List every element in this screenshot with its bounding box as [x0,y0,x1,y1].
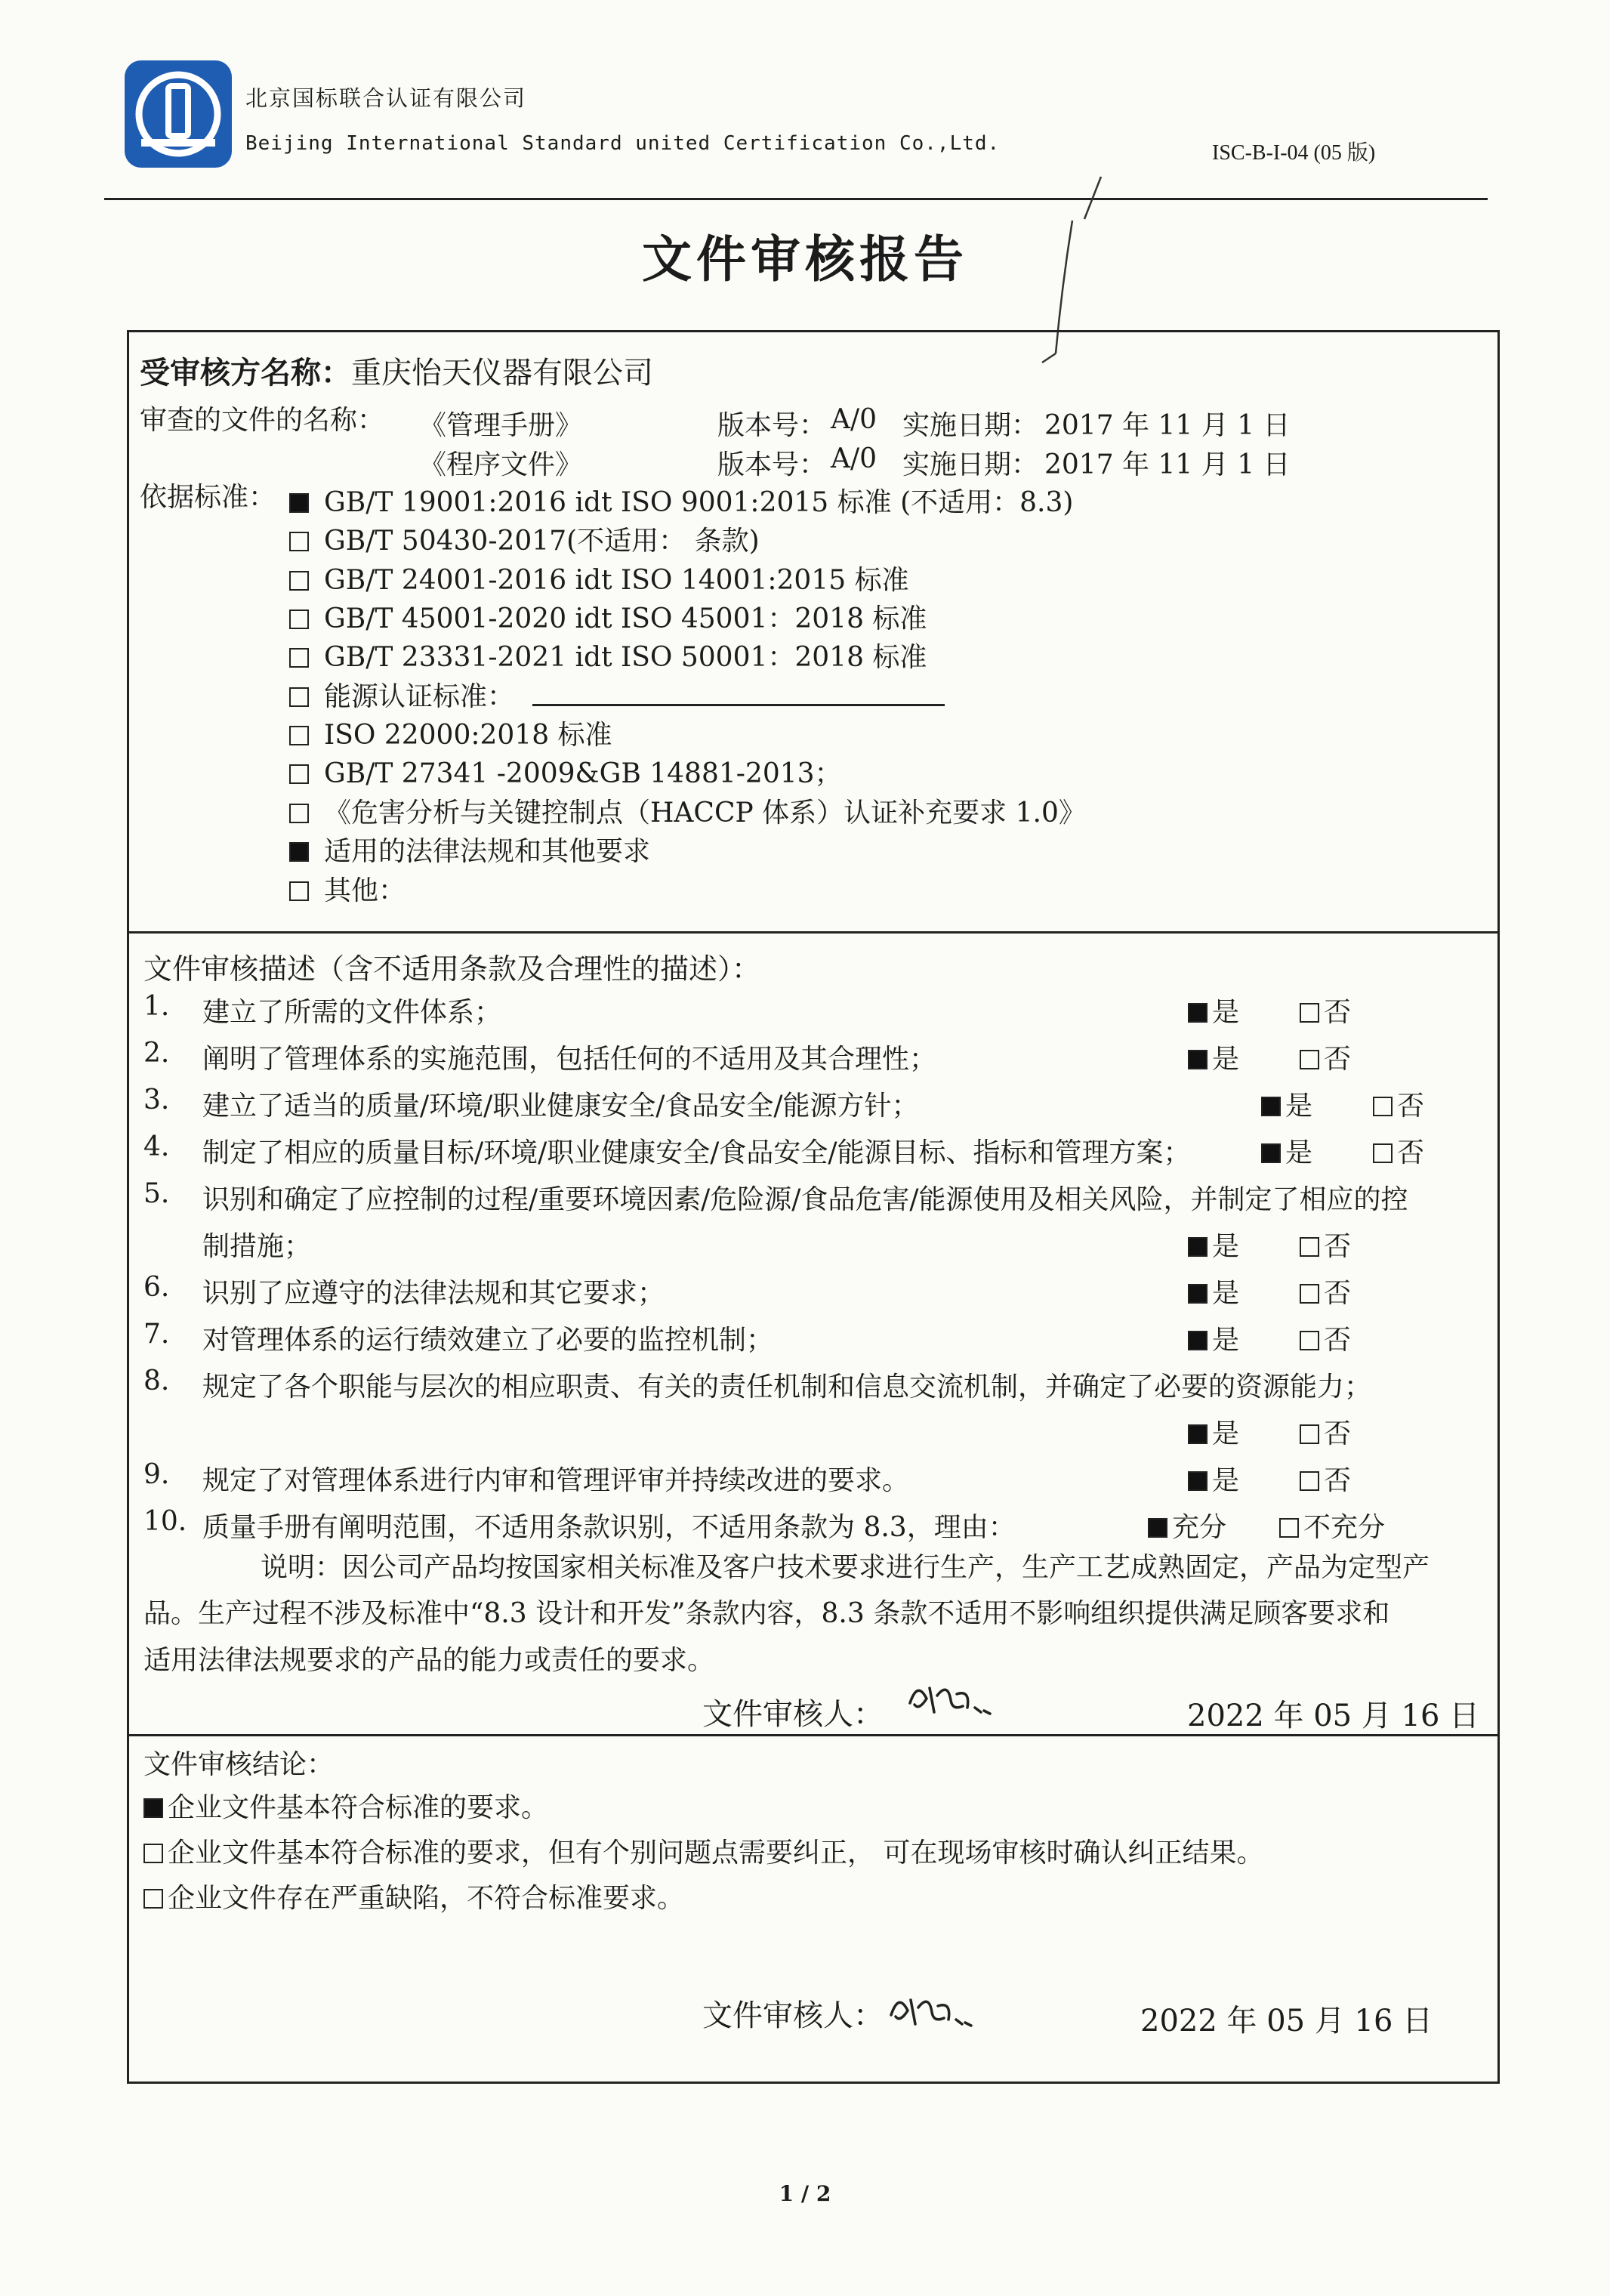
yes-label: 是 [1212,1325,1240,1356]
item-text: 识别了应遵守的法律法规和其它要求； [202,1278,665,1309]
version-value: A/0 [831,443,877,474]
date-value: 2017 年 11 月 1 日 [1044,410,1291,441]
item-number: 6. [143,1272,170,1303]
yes-no-options [1188,1225,1351,1264]
no-label: 否 [1397,1091,1425,1122]
yes-label: 是 [1212,1418,1240,1449]
item-number: 4. [143,1131,170,1162]
item-text: 建立了所需的文件体系； [202,997,502,1028]
checked-box[interactable] [289,842,309,862]
note-line-3: 适用法律法规要求的产品的能力或责任的要求。 [143,1645,715,1676]
yes-label: 是 [1212,1465,1240,1496]
audited-name: 重庆怡天仪器有限公司 [351,356,653,390]
unchecked-box[interactable] [289,609,309,629]
unchecked-box[interactable] [289,532,309,551]
standard-item [289,830,650,869]
conclusion-option [143,1877,684,1915]
item-number: 3. [143,1085,170,1116]
reviewer-label: 文件审核人： [702,1998,884,2033]
checked-box[interactable] [1188,1050,1208,1069]
date-value: 2017 年 11 月 1 日 [1044,449,1291,480]
unchecked-box[interactable] [1300,1424,1319,1444]
item-text: 制定了相应的质量目标/环境/职业健康安全/食品安全/能源目标、指标和管理方案； [202,1137,1191,1168]
standard-item [289,481,1073,520]
checked-box[interactable] [1188,1424,1208,1444]
conclusion-text: 企业文件存在严重缺陷，不符合标准要求。 [168,1883,685,1914]
item-number: 8. [143,1366,170,1396]
checked-box[interactable] [1188,1471,1208,1491]
unchecked-box[interactable] [289,804,309,823]
standard-text: 其他： [324,875,406,906]
reviewer-signature [884,1985,997,2038]
description-heading: 文件审核描述（含不适用条款及合理性的描述）： [143,952,761,986]
unchecked-box[interactable] [143,1889,163,1909]
item-number: 10. [143,1506,187,1537]
standard-text: 《危害分析与关键控制点（HACCP 体系）认证补充要求 1.0》 [324,798,1086,829]
section-divider-1 [127,931,1500,934]
unchecked-box[interactable] [1373,1097,1393,1116]
yes-label: 是 [1212,997,1240,1028]
yes-no-options [1261,1131,1424,1170]
company-name-cn: 北京国标联合认证有限公司 [245,85,527,111]
unchecked-box[interactable] [289,764,309,784]
standard-item [289,752,842,791]
unchecked-box[interactable] [289,726,309,745]
unchecked-box[interactable] [1300,1471,1319,1491]
standard-text: ISO 22000:2018 标准 [324,720,612,751]
checked-box[interactable] [1261,1143,1281,1163]
unchecked-box[interactable] [1279,1518,1299,1538]
standard-item [289,869,406,908]
document-name: 《程序文件》 [419,449,583,480]
item-text: 对管理体系的运行绩效建立了必要的监控机制； [202,1325,774,1356]
no-label: 否 [1324,1044,1352,1075]
no-label: 否 [1324,1418,1352,1449]
checked-box[interactable] [1148,1518,1167,1538]
item-text: 质量手册有阐明范围，不适用条款识别，不适用条款为 8.3，理由： [202,1512,1016,1543]
standard-text: 能源认证标准： [324,681,515,712]
standard-text: GB/T 45001-2020 idt ISO 45001：2018 标准 [324,603,927,634]
note-line-2: 品。生产过程不涉及标准中“8.3 设计和开发”条款内容，8.3 条款不适用不影响组织提供满足顾客要求和 [143,1598,1390,1629]
checked-box[interactable] [1188,1284,1208,1304]
yes-label: 是 [1285,1091,1313,1122]
standard-item [289,714,612,752]
checked-box[interactable] [1261,1097,1281,1116]
conclusion-option [143,1832,1263,1870]
no-label: 否 [1324,1278,1352,1309]
company-name-en: Beijing International Standard united Certification Co.,Ltd. [245,132,1001,155]
unchecked-box[interactable] [1373,1143,1393,1163]
no-label: 否 [1324,1465,1352,1496]
unchecked-box[interactable] [289,571,309,591]
no-label: 否 [1324,1325,1352,1356]
standard-text: GB/T 27341 -2009&GB 14881-2013； [324,758,842,789]
unchecked-box[interactable] [1300,1003,1319,1023]
yes-no-options [1188,1412,1351,1451]
documents-label: 审查的文件的名称： [140,405,385,436]
unchecked-box[interactable] [289,648,309,668]
insufficient-label: 不充分 [1303,1512,1386,1543]
item-number: 5. [143,1178,170,1209]
yes-no-options [1188,991,1351,1029]
unchecked-box[interactable] [143,1844,163,1863]
item-text-continued: 制措施； [202,1231,312,1262]
standard-text: GB/T 23331-2021 idt ISO 50001：2018 标准 [324,642,927,673]
unchecked-box[interactable] [1300,1284,1319,1304]
item-text: 规定了对管理体系进行内审和管理评审并持续改进的要求。 [202,1465,910,1496]
unchecked-box[interactable] [289,881,309,901]
item-text: 建立了适当的质量/环境/职业健康安全/食品安全/能源方针； [202,1091,919,1122]
checked-box[interactable] [289,493,309,513]
standard-text: 适用的法律法规和其他要求 [324,836,651,867]
version-label: 版本号： [717,449,827,480]
yes-no-options [1188,1272,1351,1310]
conclusion-text: 企业文件基本符合标准的要求。 [168,1792,549,1823]
sufficient-label: 充分 [1172,1512,1227,1543]
standard-item [289,520,760,558]
conclusion-heading: 文件审核结论： [143,1749,335,1780]
header-divider [104,198,1488,200]
reviewer-signature [902,1673,1016,1726]
conclusion-date: 2022 年 05 月 16 日 [1140,2004,1433,2038]
no-label: 否 [1324,1231,1352,1262]
date-label: 实施日期： [902,449,1039,480]
item-number: 2. [143,1038,170,1069]
document-code: ISC-B-I-04 (05 版) [1212,141,1376,165]
conclusion-option [143,1786,548,1825]
unchecked-box[interactable] [289,687,309,707]
reviewer-label: 文件审核人： [702,1697,884,1732]
item-number: 7. [143,1319,170,1350]
unchecked-box[interactable] [1300,1237,1319,1257]
checked-box[interactable] [143,1798,163,1818]
item-number: 1. [143,991,170,1022]
conclusion-text: 企业文件基本符合标准的要求，但有个别问题点需要纠正， 可在现场审核时确认纠正结果。 [168,1838,1264,1869]
sufficiency-options [1148,1506,1385,1545]
standard-item [289,792,1086,830]
checked-box[interactable] [1188,1331,1208,1350]
standard-item [289,597,927,636]
standard-text: GB/T 24001-2016 idt ISO 14001:2015 标准 [324,565,909,596]
no-label: 否 [1397,1137,1425,1168]
yes-no-options [1261,1085,1424,1123]
checked-box[interactable] [1188,1003,1208,1023]
standard-text: GB/T 50430-2017(不适用： 条款) [324,526,760,557]
yes-label: 是 [1212,1278,1240,1309]
yes-label: 是 [1285,1137,1313,1168]
no-label: 否 [1324,997,1352,1028]
standards-label: 依据标准： [140,482,276,513]
yes-no-options [1188,1319,1351,1357]
date-label: 实施日期： [902,410,1039,441]
review-date: 2022 年 05 月 16 日 [1187,1699,1480,1733]
certification-logo-icon [125,60,232,168]
audited-label: 受审核方名称： [140,355,351,390]
page-title: 文件审核报告 [642,230,968,289]
document-name: 《管理手册》 [419,410,583,441]
version-value: A/0 [831,404,877,435]
page-number: 1 / 2 [779,2181,831,2206]
item-number: 9. [143,1459,170,1490]
yes-label: 是 [1212,1044,1240,1075]
audited-party [140,349,653,392]
yes-label: 是 [1212,1231,1240,1262]
yes-no-options [1188,1038,1351,1076]
unchecked-box[interactable] [1300,1050,1319,1069]
standard-item [289,559,909,597]
item-text: 规定了各个职能与层次的相应职责、有关的责任机制和信息交流机制，并确定了必要的资源能力； [202,1372,1372,1403]
item-text: 阐明了管理体系的实施范围，包括任何的不适用及其合理性； [202,1044,937,1075]
checked-box[interactable] [1188,1237,1208,1257]
standard-text: GB/T 19001:2016 idt ISO 9001:2015 标准 (不适用：8.3) [324,487,1074,518]
energy-standard-blank-line [532,704,945,706]
note-line-1: 说明：因公司产品均按国家相关标准及客户技术要求进行生产，生产工艺成熟固定，产品为定型产 [261,1552,1430,1583]
standard-item [289,636,927,674]
item-text: 识别和确定了应控制的过程/重要环境因素/危险源/食品危害/能源使用及相关风险，并制定了相应的控 [202,1184,1408,1215]
standard-item [289,675,514,714]
version-label: 版本号： [717,410,827,441]
unchecked-box[interactable] [1300,1331,1319,1350]
yes-no-options [1188,1459,1351,1498]
